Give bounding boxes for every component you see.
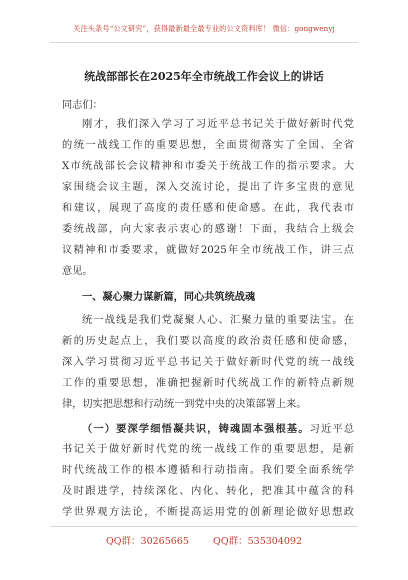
paragraph-line: 书记关于做好新时代党的统一战线工作的重要思想，是新	[62, 444, 354, 455]
paragraph-line: 及时跟进学，持续深化、内化、转化，把准其中蕴含的科	[62, 486, 354, 497]
paragraph-line: 议精神和市委要求，就做好2025年全市统战工作，讲三点	[62, 245, 354, 256]
paragraph-line: 刚才，我们深入学习了习近平总书记关于做好新时代党	[82, 119, 354, 130]
header-promo-note: 关注头条号“公文研究”，获得最新最全最专业的公文资料库！ 微信：gongwenyj	[73, 24, 335, 33]
paragraph-line: X市统战部长会议精神和市委关于统战工作的指示要求。大	[62, 161, 354, 172]
paragraph-line: 新的历史起点上，我们要以高度的政治责任感和使命感，	[62, 336, 354, 347]
paragraph-line: 统一战线是我们党凝聚人心、汇聚力量的重要法宝。在	[82, 315, 354, 326]
subsection-heading-1	[82, 421, 354, 437]
section-heading-1: 一、凝心聚力谋新篇，同心共筑统战魂	[82, 291, 256, 303]
paragraph-line: 委统战部，向大家表示衷心的感谢！下面，我结合上级会	[62, 224, 354, 235]
paragraph-line: 学世界观方法论，不断提高运用党的创新理论做好思想政	[62, 507, 354, 518]
paragraph-line: 律，切实把思想和行动统一到党中央的决策部署上来。	[62, 399, 307, 410]
paragraph-line: 时代统战工作的根本遵循和行动指南。我们要全面系统学	[62, 465, 354, 476]
subsection-heading-lead: （一）要深学细悟凝共识，铸魂固本强根基。	[82, 423, 310, 435]
salutation: 同志们：	[62, 100, 103, 111]
header-divider	[50, 42, 358, 43]
subsection-heading-rest: 习近平总	[309, 424, 354, 435]
paragraph-line: 深入学习贯彻习近平总书记关于做好新时代党的统一战线	[62, 357, 354, 368]
document-title: 统战部部长在2025年全市统战工作会议上的讲话	[84, 70, 324, 83]
footer-qq-groups: QQ群：30265665 QQ群：535304092	[105, 536, 303, 547]
paragraph-line: 和建议，展现了高度的责任感和使命感。在此，我代表市	[62, 203, 354, 214]
paragraph-line: 工作的重要思想，准确把握新时代统战工作的新特点新规	[62, 378, 354, 389]
paragraph-line: 家围绕会议主题，深入交流讨论，提出了许多宝贵的意见	[62, 182, 354, 193]
paragraph-line: 的统一战线工作的重要思想，全面贯彻落实了全国、全省	[62, 140, 354, 151]
paragraph-line: 意见。	[62, 266, 93, 277]
footer-divider	[50, 526, 358, 527]
